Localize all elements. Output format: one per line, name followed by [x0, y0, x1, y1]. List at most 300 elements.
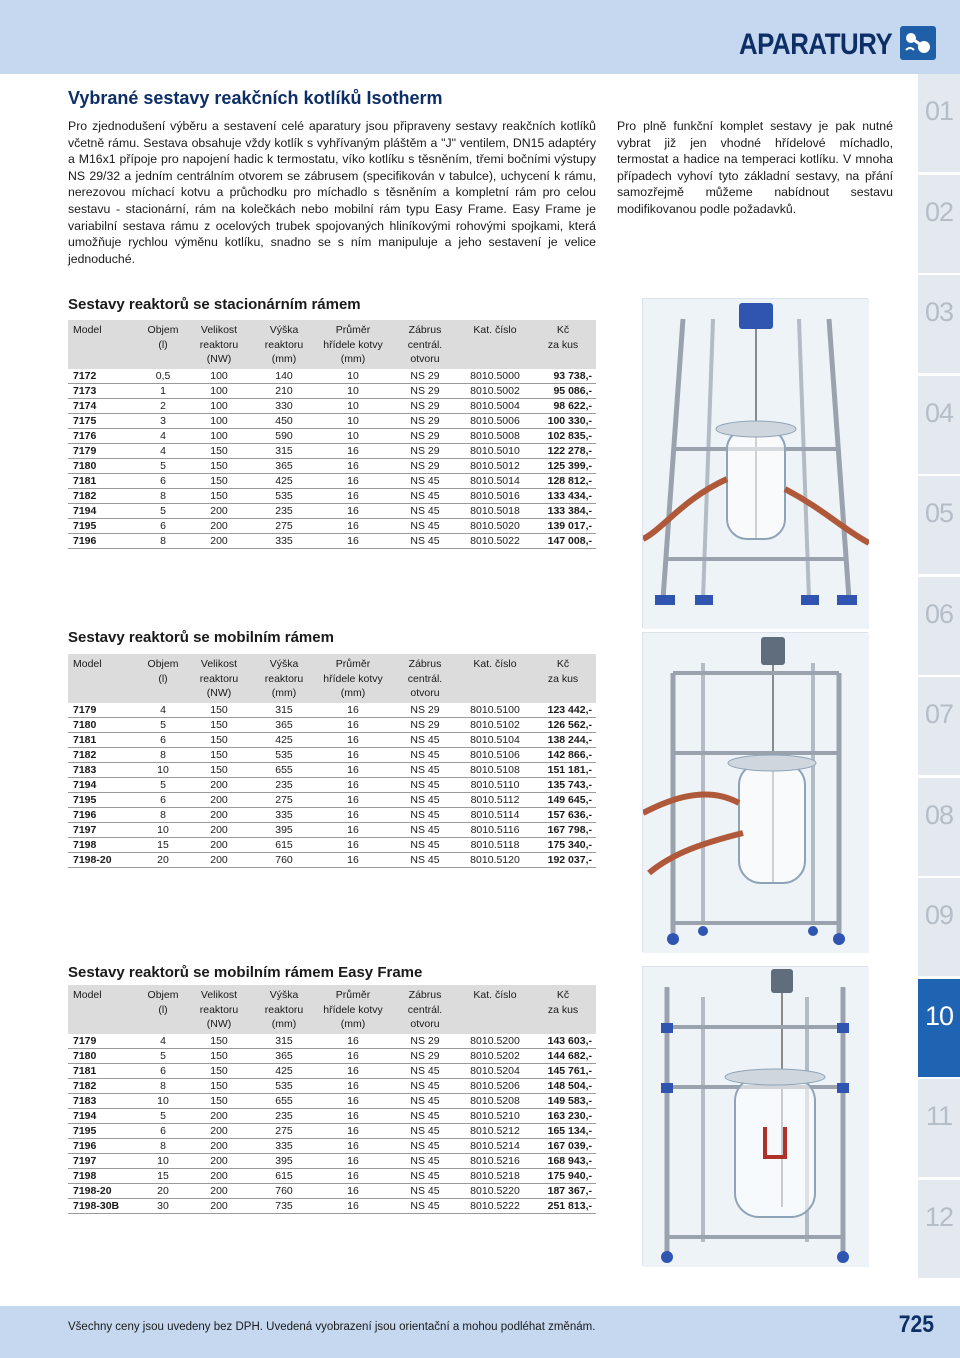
cell-joint: NS 45: [390, 1093, 460, 1108]
cell-volume: 6: [140, 1063, 186, 1078]
cell-size: 150: [186, 732, 252, 747]
cell-volume: 20: [140, 852, 186, 867]
cell-height: 275: [252, 518, 316, 533]
cell-price: 175 340,-: [530, 837, 596, 852]
cell-volume: 10: [140, 822, 186, 837]
column-header-price: [530, 320, 596, 369]
chapter-tab-06[interactable]: 06: [918, 577, 960, 675]
intro-text-right: Pro plně funkční komplet sestavy je pak nutné vybrat již jen vhodné hřídelové míchadlo, termostat a hadice na temperaci kotlíku. V mnoha případech vyhoví tyto základní sestavy, na přání samozřejmě můžeme nabídnout sestavu modifikovanou podle požadavků.: [617, 119, 893, 216]
cell-height: 395: [252, 1153, 316, 1168]
cell-joint: NS 45: [390, 1123, 460, 1138]
cell-model: 7173: [68, 383, 140, 398]
column-header-line: centrál.: [407, 338, 443, 351]
column-header-cat: [460, 320, 530, 369]
cell-volume: 6: [140, 518, 186, 533]
chapter-tab-03[interactable]: 03: [918, 275, 960, 373]
column-header-line: Objem: [147, 658, 179, 670]
cell-height: 450: [252, 413, 316, 428]
cell-volume: 1: [140, 383, 186, 398]
cell-price: 168 943,-: [530, 1153, 596, 1168]
cell-height: 760: [252, 852, 316, 867]
cell-joint: NS 45: [390, 1168, 460, 1183]
cell-shaft: 16: [316, 807, 390, 822]
cell-model: 7181: [68, 732, 140, 747]
cell-price: 157 636,-: [530, 807, 596, 822]
cell-size: 150: [186, 703, 252, 718]
cell-size: 150: [186, 443, 252, 458]
cell-height: 365: [252, 717, 316, 732]
intro-text-left: Pro zjednodušení výběru a sestavení celé aparatury jsou připraveny sestavy reakčních kotlíků včetně rámu. Sestava obsahuje vždy kotlík s vyhřívaným pláštěm a "J" ventilem, DN15 adaptéry a M16x1 přípoje pro napojení hadic k termostatu, víko kotlíku s těsněním, třemi bočními výstupy NS 29/32 a jedním centrálním otvorem se zábrusem (specifikován v tabulce), uchycení k rámu, nerezovou míchací kotvu a průchodku pro míchadlo s těsněním a kompletní rám pro celou sestavu - stacionární, rám na kolečkách nebo mobilní rám typu Easy Frame. Easy Frame je variabilní sestava rámu z ocelových trubek spojovaných hliníkovými rohovými spojkami, která umožňuje rychlou výměnu kotlíku, snadno se s ním manipuluje a jeho sestavení je velice jednoduché.: [68, 119, 596, 266]
chapter-tab-05[interactable]: 05: [918, 476, 960, 574]
column-header-joint: [390, 320, 460, 369]
cell-size: 200: [186, 1168, 252, 1183]
cell-shaft: 16: [316, 1168, 390, 1183]
cell-model: 7180: [68, 458, 140, 473]
column-header-volume: [140, 654, 186, 703]
cell-shaft: 16: [316, 473, 390, 488]
chapter-tab-10[interactable]: 10: [918, 979, 960, 1077]
chapter-tab-01[interactable]: 01: [918, 74, 960, 172]
cell-volume: 6: [140, 792, 186, 807]
cell-cat: 8010.5018: [460, 503, 530, 518]
table-row: [68, 747, 596, 762]
column-header-line: (l): [158, 338, 168, 351]
cell-joint: NS 45: [390, 762, 460, 777]
column-header-line: reaktoru: [264, 338, 304, 351]
column-header-line: hřídele kotvy: [323, 672, 383, 685]
table-row: [68, 703, 596, 718]
cell-price: 95 086,-: [530, 383, 596, 398]
column-header-line: Kat. číslo: [473, 658, 517, 670]
cell-model: 7196: [68, 807, 140, 822]
cell-size: 150: [186, 1048, 252, 1063]
cell-shaft: 16: [316, 852, 390, 867]
column-header-line: Výška: [269, 324, 299, 336]
cell-volume: 8: [140, 533, 186, 548]
column-header-line: otvoru: [410, 353, 440, 365]
column-header-line: Výška: [269, 989, 299, 1001]
cell-height: 655: [252, 762, 316, 777]
table-row: [68, 383, 596, 398]
cell-shaft: 10: [316, 383, 390, 398]
column-header-model: [68, 320, 140, 369]
cell-model: 7196: [68, 1138, 140, 1153]
column-header-price: [530, 654, 596, 703]
cell-cat: 8010.5006: [460, 413, 530, 428]
cell-price: 151 181,-: [530, 762, 596, 777]
cell-model: 7198: [68, 837, 140, 852]
cell-joint: NS 29: [390, 1034, 460, 1049]
cell-cat: 8010.5108: [460, 762, 530, 777]
cell-cat: 8010.5216: [460, 1153, 530, 1168]
cell-cat: 8010.5220: [460, 1183, 530, 1198]
table-row: [68, 822, 596, 837]
cell-height: 535: [252, 1078, 316, 1093]
cell-volume: 6: [140, 732, 186, 747]
cell-cat: 8010.5222: [460, 1198, 530, 1213]
cell-cat: 8010.5204: [460, 1063, 530, 1078]
table-row: [68, 458, 596, 473]
table-row: [68, 792, 596, 807]
cell-model: 7195: [68, 1123, 140, 1138]
cell-joint: NS 45: [390, 1153, 460, 1168]
column-header-line: reaktoru: [199, 672, 239, 685]
table-header-row: [68, 320, 596, 369]
cell-shaft: 10: [316, 413, 390, 428]
cell-joint: NS 45: [390, 1078, 460, 1093]
cell-volume: 5: [140, 458, 186, 473]
column-header-line: Průměr: [335, 989, 371, 1001]
cell-shaft: 16: [316, 762, 390, 777]
column-header-line: hřídele kotvy: [323, 1003, 383, 1016]
cell-height: 365: [252, 1048, 316, 1063]
cell-model: 7183: [68, 1093, 140, 1108]
column-header-joint: [390, 985, 460, 1034]
column-header-line: reaktoru: [264, 1003, 304, 1016]
column-header-line: Kat. číslo: [473, 324, 517, 336]
cell-price: 133 384,-: [530, 503, 596, 518]
cell-cat: 8010.5202: [460, 1048, 530, 1063]
column-header-shaft: [316, 985, 390, 1034]
cell-joint: NS 45: [390, 503, 460, 518]
cell-joint: NS 45: [390, 488, 460, 503]
cell-joint: NS 29: [390, 1048, 460, 1063]
cell-price: 175 940,-: [530, 1168, 596, 1183]
cell-shaft: 16: [316, 837, 390, 852]
cell-height: 235: [252, 777, 316, 792]
cell-cat: 8010.5000: [460, 369, 530, 384]
cell-height: 425: [252, 732, 316, 747]
cell-joint: NS 29: [390, 413, 460, 428]
column-header-line: Zábrus: [408, 989, 442, 1001]
column-header-line: centrál.: [407, 1003, 443, 1016]
cell-size: 150: [186, 473, 252, 488]
table-row: [68, 1034, 596, 1049]
cell-model: 7181: [68, 473, 140, 488]
cell-joint: NS 45: [390, 792, 460, 807]
cell-volume: 5: [140, 777, 186, 792]
cell-height: 535: [252, 488, 316, 503]
cell-volume: 20: [140, 1183, 186, 1198]
cell-joint: NS 45: [390, 1138, 460, 1153]
cell-volume: 8: [140, 488, 186, 503]
section-title-easy-frame: Sestavy reaktorů se mobilním rámem Easy Frame: [68, 964, 423, 981]
cell-height: 275: [252, 1123, 316, 1138]
cell-model: 7198-20: [68, 852, 140, 867]
cell-size: 200: [186, 503, 252, 518]
column-header-line: hřídele kotvy: [323, 338, 383, 351]
cell-cat: 8010.5110: [460, 777, 530, 792]
cell-volume: 10: [140, 1153, 186, 1168]
column-header-line: Zábrus: [408, 324, 442, 336]
cell-price: 163 230,-: [530, 1108, 596, 1123]
column-header-line: Velikost: [200, 324, 238, 336]
cell-volume: 4: [140, 703, 186, 718]
cell-price: 98 622,-: [530, 398, 596, 413]
cell-model: 7198-30B: [68, 1198, 140, 1213]
cell-size: 200: [186, 533, 252, 548]
cell-price: 144 682,-: [530, 1048, 596, 1063]
cell-shaft: 16: [316, 1034, 390, 1049]
table-row: [68, 473, 596, 488]
cell-shaft: 16: [316, 717, 390, 732]
cell-size: 150: [186, 747, 252, 762]
column-header-line: (mm): [271, 1018, 297, 1030]
column-header-line: Objem: [147, 324, 179, 336]
cell-joint: NS 45: [390, 1198, 460, 1213]
photo-stationary-reactor: [642, 298, 868, 628]
chapter-tab-11[interactable]: 11: [918, 1079, 960, 1177]
cell-price: 133 434,-: [530, 488, 596, 503]
cell-shaft: 16: [316, 1138, 390, 1153]
cell-height: 760: [252, 1183, 316, 1198]
column-header-line: Objem: [147, 989, 179, 1001]
cell-size: 200: [186, 792, 252, 807]
table-row: [68, 398, 596, 413]
chapter-tab-04[interactable]: 04: [918, 376, 960, 474]
table-row: [68, 732, 596, 747]
cell-model: 7182: [68, 747, 140, 762]
cell-size: 150: [186, 488, 252, 503]
cell-model: 7194: [68, 503, 140, 518]
cell-cat: 8010.5010: [460, 443, 530, 458]
column-header-line: za kus: [547, 1003, 579, 1016]
cell-price: 251 813,-: [530, 1198, 596, 1213]
cell-cat: 8010.5008: [460, 428, 530, 443]
cell-shaft: 16: [316, 777, 390, 792]
cell-volume: 4: [140, 1034, 186, 1049]
column-header-line: Průměr: [335, 324, 371, 336]
cell-size: 150: [186, 717, 252, 732]
cell-cat: 8010.5120: [460, 852, 530, 867]
column-header-line: (NW): [206, 1018, 232, 1030]
chapter-index-tabs: [918, 74, 960, 1306]
cell-shaft: 16: [316, 792, 390, 807]
table-row: [68, 1108, 596, 1123]
cell-shaft: 16: [316, 1153, 390, 1168]
cell-height: 425: [252, 473, 316, 488]
cell-model: 7174: [68, 398, 140, 413]
cell-price: 93 738,-: [530, 369, 596, 384]
cell-volume: 5: [140, 717, 186, 732]
cell-cat: 8010.5208: [460, 1093, 530, 1108]
chapter-tab-12[interactable]: 12: [918, 1180, 960, 1278]
cell-joint: NS 45: [390, 852, 460, 867]
chapter-tab-07[interactable]: 07: [918, 677, 960, 775]
cell-size: 200: [186, 1123, 252, 1138]
cell-shaft: 16: [316, 503, 390, 518]
chapter-tab-02[interactable]: 02: [918, 175, 960, 273]
cell-size: 200: [186, 852, 252, 867]
cell-price: 138 244,-: [530, 732, 596, 747]
cell-joint: NS 45: [390, 533, 460, 548]
column-header-line: reaktoru: [199, 1003, 239, 1016]
cell-model: 7180: [68, 1048, 140, 1063]
table-row: [68, 852, 596, 867]
table-row: [68, 762, 596, 777]
price-note: Všechny ceny jsou uvedeny bez DPH. Uvedená vyobrazení jsou orientační a mohou podléhat změnám.: [68, 1321, 596, 1333]
cell-joint: NS 29: [390, 369, 460, 384]
cell-shaft: 16: [316, 1108, 390, 1123]
cell-shaft: 16: [316, 488, 390, 503]
column-header-height: [252, 320, 316, 369]
page-number: 725: [898, 1311, 934, 1338]
cell-cat: 8010.5100: [460, 703, 530, 718]
column-header-line: otvoru: [410, 1018, 440, 1030]
column-header-model: [68, 985, 140, 1034]
cell-volume: 3: [140, 413, 186, 428]
cell-height: 315: [252, 443, 316, 458]
header-band: [0, 0, 960, 74]
cell-height: 535: [252, 747, 316, 762]
table-row: [68, 1153, 596, 1168]
cell-volume: 8: [140, 807, 186, 822]
cell-cat: 8010.5002: [460, 383, 530, 398]
chapter-tab-09[interactable]: 09: [918, 878, 960, 976]
cell-model: 7179: [68, 703, 140, 718]
cell-cat: 8010.5102: [460, 717, 530, 732]
cell-volume: 5: [140, 1048, 186, 1063]
column-header-line: otvoru: [410, 687, 440, 699]
column-header-cat: [460, 985, 530, 1034]
column-header-line: (mm): [340, 1018, 366, 1030]
photo-mobile-reactor: [642, 632, 868, 952]
column-header-line: Velikost: [200, 989, 238, 1001]
cell-cat: 8010.5218: [460, 1168, 530, 1183]
cell-height: 315: [252, 703, 316, 718]
cell-joint: NS 29: [390, 398, 460, 413]
cell-size: 200: [186, 518, 252, 533]
cell-shaft: 16: [316, 518, 390, 533]
cell-cat: 8010.5116: [460, 822, 530, 837]
cell-size: 200: [186, 837, 252, 852]
cell-size: 150: [186, 458, 252, 473]
cell-size: 100: [186, 398, 252, 413]
cell-height: 395: [252, 822, 316, 837]
cell-size: 200: [186, 1183, 252, 1198]
column-header-line: Model: [73, 658, 102, 670]
footer-band: [0, 1306, 960, 1358]
table-row: [68, 1093, 596, 1108]
cell-joint: NS 29: [390, 428, 460, 443]
cell-price: 145 761,-: [530, 1063, 596, 1078]
cell-model: 7198: [68, 1168, 140, 1183]
cell-volume: 10: [140, 1093, 186, 1108]
cell-size: 150: [186, 1093, 252, 1108]
cell-model: 7197: [68, 822, 140, 837]
cell-size: 200: [186, 1108, 252, 1123]
cell-shaft: 16: [316, 1198, 390, 1213]
cell-volume: 6: [140, 473, 186, 488]
cell-joint: NS 45: [390, 807, 460, 822]
section-brand-title: APARATURY: [738, 28, 892, 61]
cell-volume: 30: [140, 1198, 186, 1213]
cell-height: 615: [252, 837, 316, 852]
cell-model: 7196: [68, 533, 140, 548]
cell-joint: NS 29: [390, 717, 460, 732]
column-header-line: za kus: [547, 338, 579, 351]
cell-price: 192 037,-: [530, 852, 596, 867]
cell-cat: 8010.5012: [460, 458, 530, 473]
column-header-cat: [460, 654, 530, 703]
cell-model: 7181: [68, 1063, 140, 1078]
table-row: [68, 1063, 596, 1078]
column-header-line: Výška: [269, 658, 299, 670]
table-row: [68, 518, 596, 533]
cell-size: 200: [186, 1153, 252, 1168]
cell-joint: NS 29: [390, 703, 460, 718]
cell-size: 100: [186, 413, 252, 428]
cell-price: 126 562,-: [530, 717, 596, 732]
cell-price: 100 330,-: [530, 413, 596, 428]
cell-price: 148 504,-: [530, 1078, 596, 1093]
cell-cat: 8010.5114: [460, 807, 530, 822]
cell-size: 200: [186, 777, 252, 792]
cell-price: 147 008,-: [530, 533, 596, 548]
table-row: [68, 1183, 596, 1198]
cell-model: 7179: [68, 443, 140, 458]
cell-volume: 4: [140, 443, 186, 458]
cell-volume: 10: [140, 762, 186, 777]
cell-size: 100: [186, 428, 252, 443]
cell-volume: 6: [140, 1123, 186, 1138]
column-header-line: Kč: [556, 989, 570, 1001]
cell-price: 167 039,-: [530, 1138, 596, 1153]
cell-size: 100: [186, 369, 252, 384]
column-header-height: [252, 985, 316, 1034]
cell-model: 7195: [68, 518, 140, 533]
cell-shaft: 16: [316, 822, 390, 837]
cell-joint: NS 29: [390, 443, 460, 458]
cell-cat: 8010.5214: [460, 1138, 530, 1153]
table-header-row: [68, 985, 596, 1034]
table-row: [68, 1078, 596, 1093]
column-header-line: (NW): [206, 353, 232, 365]
chapter-tab-08[interactable]: 08: [918, 778, 960, 876]
column-header-price: [530, 985, 596, 1034]
column-header-volume: [140, 320, 186, 369]
cell-height: 275: [252, 792, 316, 807]
column-header-volume: [140, 985, 186, 1034]
cell-height: 315: [252, 1034, 316, 1049]
cell-joint: NS 45: [390, 473, 460, 488]
cell-joint: NS 45: [390, 1183, 460, 1198]
cell-model: 7195: [68, 792, 140, 807]
cell-volume: 0,5: [140, 369, 186, 384]
column-header-line: reaktoru: [199, 338, 239, 351]
cell-cat: 8010.5212: [460, 1123, 530, 1138]
column-header-shaft: [316, 654, 390, 703]
cell-size: 150: [186, 762, 252, 777]
cell-price: 165 134,-: [530, 1123, 596, 1138]
cell-model: 7197: [68, 1153, 140, 1168]
column-header-size: [186, 320, 252, 369]
table-row: [68, 413, 596, 428]
cell-cat: 8010.5106: [460, 747, 530, 762]
cell-volume: 4: [140, 428, 186, 443]
cell-height: 615: [252, 1168, 316, 1183]
cell-price: 187 367,-: [530, 1183, 596, 1198]
cell-model: 7176: [68, 428, 140, 443]
cell-size: 200: [186, 807, 252, 822]
cell-volume: 5: [140, 1108, 186, 1123]
cell-price: 149 645,-: [530, 792, 596, 807]
cell-price: 102 835,-: [530, 428, 596, 443]
cell-cat: 8010.5022: [460, 533, 530, 548]
table-stationary-frame: [68, 320, 596, 549]
column-header-line: Velikost: [200, 658, 238, 670]
column-header-line: (l): [158, 672, 168, 685]
